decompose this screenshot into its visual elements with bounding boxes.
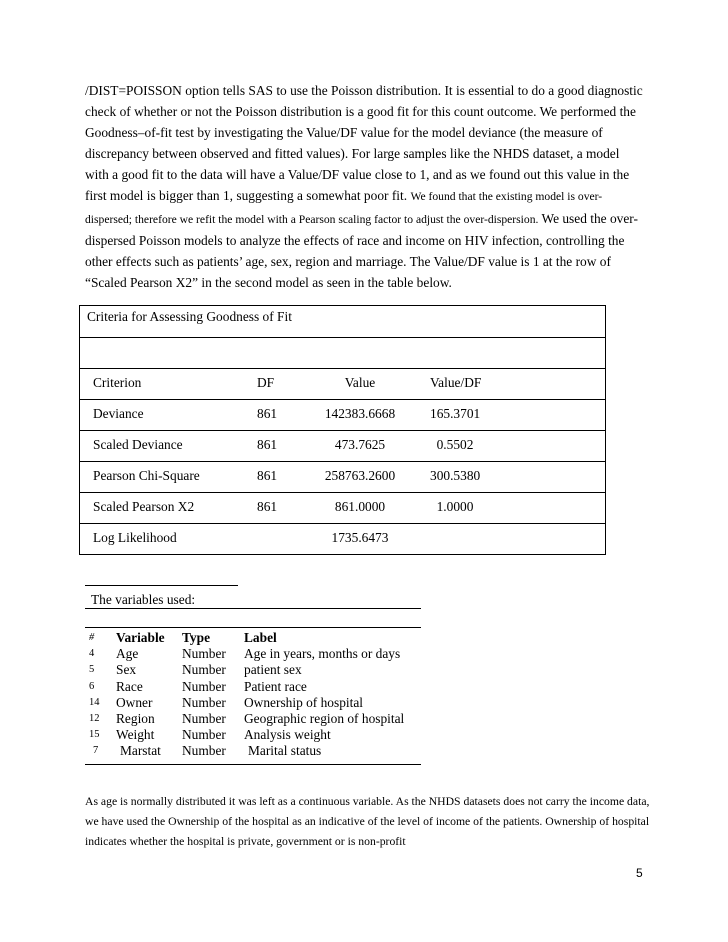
variable-number: 6	[89, 680, 95, 692]
variables-header-variable: Variable	[116, 630, 165, 645]
variables-row	[85, 743, 425, 759]
goodness-of-fit-table	[79, 305, 606, 555]
gof-row	[80, 492, 605, 523]
variable-label: Geographic region of hospital	[244, 710, 405, 726]
variable-name: Marstat	[120, 743, 161, 759]
variables-row	[85, 646, 425, 662]
gof-cell-df: 861	[257, 406, 278, 421]
intro-text-1: /DIST=POISSON option tells SAS to use the Poisson distribution. It is essential to do a good diagnostic check of whether or not the Poisson distribution is a good fit for this count outcome. We performed the Goodness–of-fit test by investigating the Value/DF value for the model deviance (the measure of discrepancy between observed and fitted values). For large samples like the NHDS dataset, a model with a good fit to the data will have a Value/DF value close to 1, and as we found out this value in the first model is bigger than 1, suggesting a somewhat poor fit.	[85, 83, 643, 204]
variable-type: Number	[182, 694, 226, 710]
variable-number: 7	[93, 745, 99, 757]
variables-header-label: Label	[244, 630, 277, 645]
variable-type: Number	[182, 743, 226, 759]
variable-number: 4	[89, 648, 95, 660]
gof-row	[80, 523, 605, 554]
intro-text-2: We found that the existing model is over-dispersed; therefore we refit the model with a Pearson scaling factor to adjust the over-dispersion.	[85, 190, 603, 226]
variables-row	[85, 727, 425, 743]
gof-cell-df: 861	[257, 437, 278, 452]
variables-header-number: #	[89, 632, 95, 643]
gof-cell-value-df: 1.0000	[436, 499, 474, 514]
gof-header-df: DF	[257, 375, 275, 390]
gof-cell-criterion: Deviance	[93, 406, 144, 421]
variable-type: Number	[182, 662, 226, 678]
variable-type: Number	[182, 646, 226, 662]
variables-header-row	[85, 630, 425, 646]
variable-label: Ownership of hospital	[244, 694, 364, 710]
variables-table	[85, 630, 425, 760]
variables-header-type: Type	[182, 630, 211, 645]
gof-cell-value: 258763.2600	[324, 468, 396, 483]
variables-rule	[85, 627, 421, 628]
variable-label: Analysis weight	[244, 727, 331, 743]
variable-type: Number	[182, 727, 226, 743]
gof-cell-criterion: Pearson Chi-Square	[93, 468, 200, 483]
gof-cell-value-df: 0.5502	[436, 437, 474, 452]
variables-caption: The variables used:	[91, 592, 196, 607]
gof-header-value: Value	[344, 375, 376, 390]
variables-row	[85, 711, 425, 727]
gof-divider	[80, 337, 605, 338]
variable-name: Age	[116, 646, 139, 662]
gof-cell-value: 142383.6668	[324, 406, 396, 421]
gof-cell-value-df: 300.5380	[430, 468, 481, 483]
variables-row	[85, 695, 425, 711]
variable-name: Weight	[116, 727, 155, 743]
variables-top-rule	[85, 585, 238, 586]
gof-header-criterion: Criterion	[93, 375, 142, 390]
variables-rule	[85, 608, 421, 609]
variables-bottom-rule	[85, 764, 421, 765]
gof-cell-value: 1735.6473	[331, 530, 389, 545]
variable-label: Age in years, months or days	[244, 646, 401, 662]
variables-row	[85, 662, 425, 678]
gof-cell-value: 861.0000	[334, 499, 386, 514]
gof-cell-value: 473.7625	[334, 437, 386, 452]
variable-number: 14	[89, 696, 100, 708]
gof-cell-df: 861	[257, 499, 278, 514]
gof-cell-criterion: Scaled Pearson X2	[93, 499, 195, 514]
outro-paragraph: As age is normally distributed it was left as a continuous variable. As the NHDS datasets does not carry the income data, we have used the Ownership of the hospital as an indicative of the level of income of the patients. Ownership of hospital indicates whether the hospital is private, government or is non-profit	[85, 795, 650, 848]
intro-paragraph	[85, 80, 645, 293]
variable-type: Number	[182, 710, 226, 726]
variable-type: Number	[182, 678, 226, 694]
variable-name: Owner	[116, 694, 153, 710]
variable-label: patient sex	[244, 662, 302, 678]
gof-cell-criterion: Log Likelihood	[93, 530, 177, 545]
variable-number: 5	[89, 664, 95, 676]
variable-name: Race	[116, 678, 143, 694]
gof-header-value-df: Value/DF	[430, 375, 482, 390]
gof-cell-df: 861	[257, 468, 278, 483]
gof-header-row	[80, 368, 605, 399]
intro-text-3: We used the over-dispersed Poisson models to analyze the effects of race and income on HIV infection, controlling the other effects such as patients’ age, sex, region and marriage. The Value/DF value is 1 at the row of “Scaled Pearson X2” in the second model as seen in the table below.	[85, 210, 638, 290]
variable-number: 15	[89, 729, 100, 741]
gof-row	[80, 461, 605, 492]
page-number: 5	[636, 866, 643, 880]
variable-number: 12	[89, 712, 100, 724]
variable-name: Sex	[116, 662, 137, 678]
variable-label: Patient race	[244, 678, 307, 694]
gof-row	[80, 430, 605, 461]
variable-label: Marital status	[248, 743, 322, 759]
variables-row	[85, 679, 425, 695]
gof-row	[80, 399, 605, 430]
gof-table-title: Criteria for Assessing Goodness of Fit	[87, 309, 292, 324]
gof-cell-criterion: Scaled Deviance	[93, 437, 183, 452]
variable-name: Region	[116, 710, 155, 726]
gof-cell-value-df: 165.3701	[430, 406, 481, 421]
